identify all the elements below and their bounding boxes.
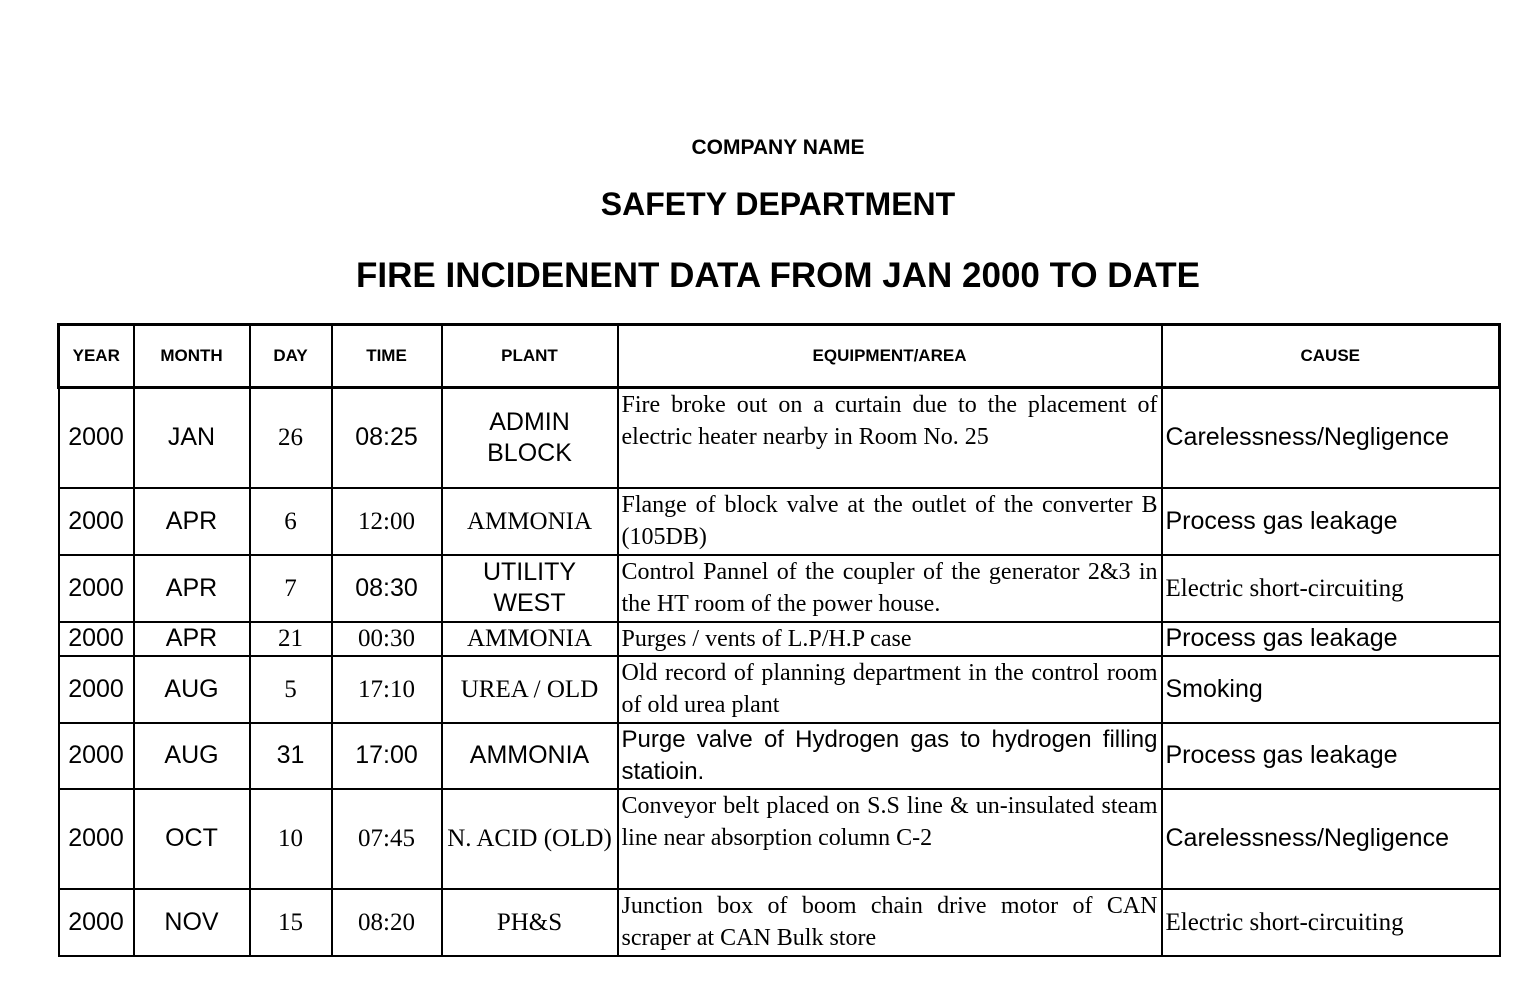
cell-time: 00:30: [332, 622, 442, 656]
table-header-row: [59, 325, 1500, 388]
table-row: [59, 555, 1500, 622]
col-header-month: MONTH: [134, 325, 250, 388]
cell-day: 15: [250, 889, 332, 956]
cell-year: 2000: [59, 723, 134, 789]
cell-year: 2000: [59, 889, 134, 956]
cell-cause: Electric short-circuiting: [1162, 555, 1500, 622]
cell-day: 26: [250, 388, 332, 488]
cell-month: NOV: [134, 889, 250, 956]
col-header-cause: CAUSE: [1162, 325, 1500, 388]
cell-time: 08:25: [332, 388, 442, 488]
cell-year: 2000: [59, 789, 134, 889]
cell-plant: UREA / OLD: [442, 656, 618, 723]
cell-time: 12:00: [332, 488, 442, 555]
cell-year: 2000: [59, 555, 134, 622]
cell-day: 5: [250, 656, 332, 723]
cell-day: 21: [250, 622, 332, 656]
table-row: [59, 656, 1500, 723]
cell-plant: N. ACID (OLD): [442, 789, 618, 889]
cell-month: AUG: [134, 723, 250, 789]
col-header-time: TIME: [332, 325, 442, 388]
cell-time: 17:10: [332, 656, 442, 723]
cell-equipment: Old record of planning department in the control room of old urea plant: [618, 656, 1162, 723]
cell-day: 31: [250, 723, 332, 789]
col-header-equipment: EQUIPMENT/AREA: [618, 325, 1162, 388]
company-name: COMPANY NAME: [691, 136, 865, 159]
cell-month: APR: [134, 622, 250, 656]
cell-plant: UTILITY WEST: [442, 555, 618, 622]
cell-month: AUG: [134, 656, 250, 723]
cell-month: APR: [134, 555, 250, 622]
col-header-day: DAY: [250, 325, 332, 388]
cell-month: APR: [134, 488, 250, 555]
col-header-plant: PLANT: [442, 325, 618, 388]
cell-plant: AMMONIA: [442, 622, 618, 656]
cell-cause: Carelessness/Negligence: [1162, 388, 1500, 488]
fire-incident-table: [57, 323, 1501, 957]
cell-time: 17:00: [332, 723, 442, 789]
cell-cause: Smoking: [1162, 656, 1500, 723]
cell-plant: ADMIN BLOCK: [442, 388, 618, 488]
document-title: FIRE INCIDENENT DATA FROM JAN 2000 TO DATE: [356, 256, 1200, 295]
cell-year: 2000: [59, 388, 134, 488]
cell-year: 2000: [59, 656, 134, 723]
cell-cause: Process gas leakage: [1162, 488, 1500, 555]
cell-day: 10: [250, 789, 332, 889]
cell-time: 08:20: [332, 889, 442, 956]
table-row: [59, 388, 1500, 488]
department-title: SAFETY DEPARTMENT: [600, 186, 956, 222]
cell-equipment: Fire broke out on a curtain due to the placement of electric heater nearby in Room No. 25: [618, 388, 1162, 488]
cell-equipment: Junction box of boom chain drive motor of CAN scraper at CAN Bulk store: [618, 889, 1162, 956]
cell-equipment: Conveyor belt placed on S.S line & un-insulated steam line near absorption column C-2: [618, 789, 1162, 889]
cell-time: 08:30: [332, 555, 442, 622]
cell-year: 2000: [59, 488, 134, 555]
cell-equipment: Purge valve of Hydrogen gas to hydrogen filling statioin.: [618, 723, 1162, 789]
cell-plant: AMMONIA: [442, 723, 618, 789]
cell-equipment: Purges / vents of L.P/H.P case: [618, 622, 1162, 656]
cell-time: 07:45: [332, 789, 442, 889]
cell-plant: PH&S: [442, 889, 618, 956]
cell-month: OCT: [134, 789, 250, 889]
cell-plant: AMMONIA: [442, 488, 618, 555]
cell-cause: Process gas leakage: [1162, 723, 1500, 789]
table-row: [59, 889, 1500, 956]
cell-day: 6: [250, 488, 332, 555]
table-row: [59, 723, 1500, 789]
table-row: [59, 622, 1500, 656]
cell-day: 7: [250, 555, 332, 622]
cell-year: 2000: [59, 622, 134, 656]
cell-cause: Carelessness/Negligence: [1162, 789, 1500, 889]
cell-month: JAN: [134, 388, 250, 488]
cell-equipment: Flange of block valve at the outlet of the converter B (105DB): [618, 488, 1162, 555]
cell-cause: Process gas leakage: [1162, 622, 1500, 656]
col-header-year: YEAR: [59, 325, 134, 388]
cell-cause: Electric short-circuiting: [1162, 889, 1500, 956]
table-row: [59, 789, 1500, 889]
cell-equipment: Control Pannel of the coupler of the generator 2&3 in the HT room of the power house.: [618, 555, 1162, 622]
table-row: [59, 488, 1500, 555]
